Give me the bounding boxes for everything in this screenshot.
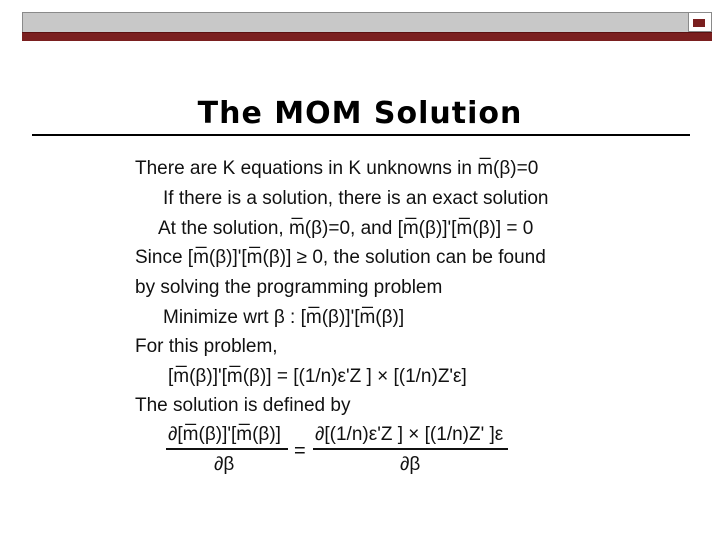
derivative-left-numerator: ∂[m̅(β)]'[m̅(β)] — [168, 424, 281, 445]
slide-title: The MOM Solution — [197, 96, 523, 131]
derivative-right-fraction-bar — [313, 448, 508, 450]
body-line-8: [m̅(β)]'[m̅(β)] = [(1/n)ε'Z ] × [(1/n)Z'ε] — [168, 366, 467, 387]
body-line-1: There are K equations in K unknowns in m̅(β)=0 — [135, 158, 539, 179]
title-underline — [32, 134, 690, 136]
derivative-equals: = — [294, 440, 306, 462]
header-accent-bar — [22, 32, 712, 41]
derivative-right-denominator: ∂β — [400, 454, 421, 475]
body-line-7: For this problem, — [135, 336, 278, 357]
body-line-4: Since [m̅(β)]'[m̅(β)] ≥ 0, the solution can be found — [135, 247, 546, 268]
body-line-5: by solving the programming problem — [135, 277, 443, 298]
derivative-left-denominator: ∂β — [214, 454, 235, 475]
derivative-right-numerator: ∂[(1/n)ε'Z ] × [(1/n)Z' ]ε — [315, 424, 504, 445]
body-line-3: At the solution, m̅(β)=0, and [m̅(β)]'[m̅(β)] = 0 — [158, 218, 534, 239]
derivative-left-fraction-bar — [166, 448, 288, 450]
corner-decoration — [688, 12, 712, 32]
body-line-9: The solution is defined by — [135, 395, 351, 416]
header-bar — [22, 12, 690, 33]
body-line-2: If there is a solution, there is an exact solution — [163, 188, 549, 209]
body-line-6: Minimize wrt β : [m̅(β)]'[m̅(β)] — [163, 307, 405, 328]
